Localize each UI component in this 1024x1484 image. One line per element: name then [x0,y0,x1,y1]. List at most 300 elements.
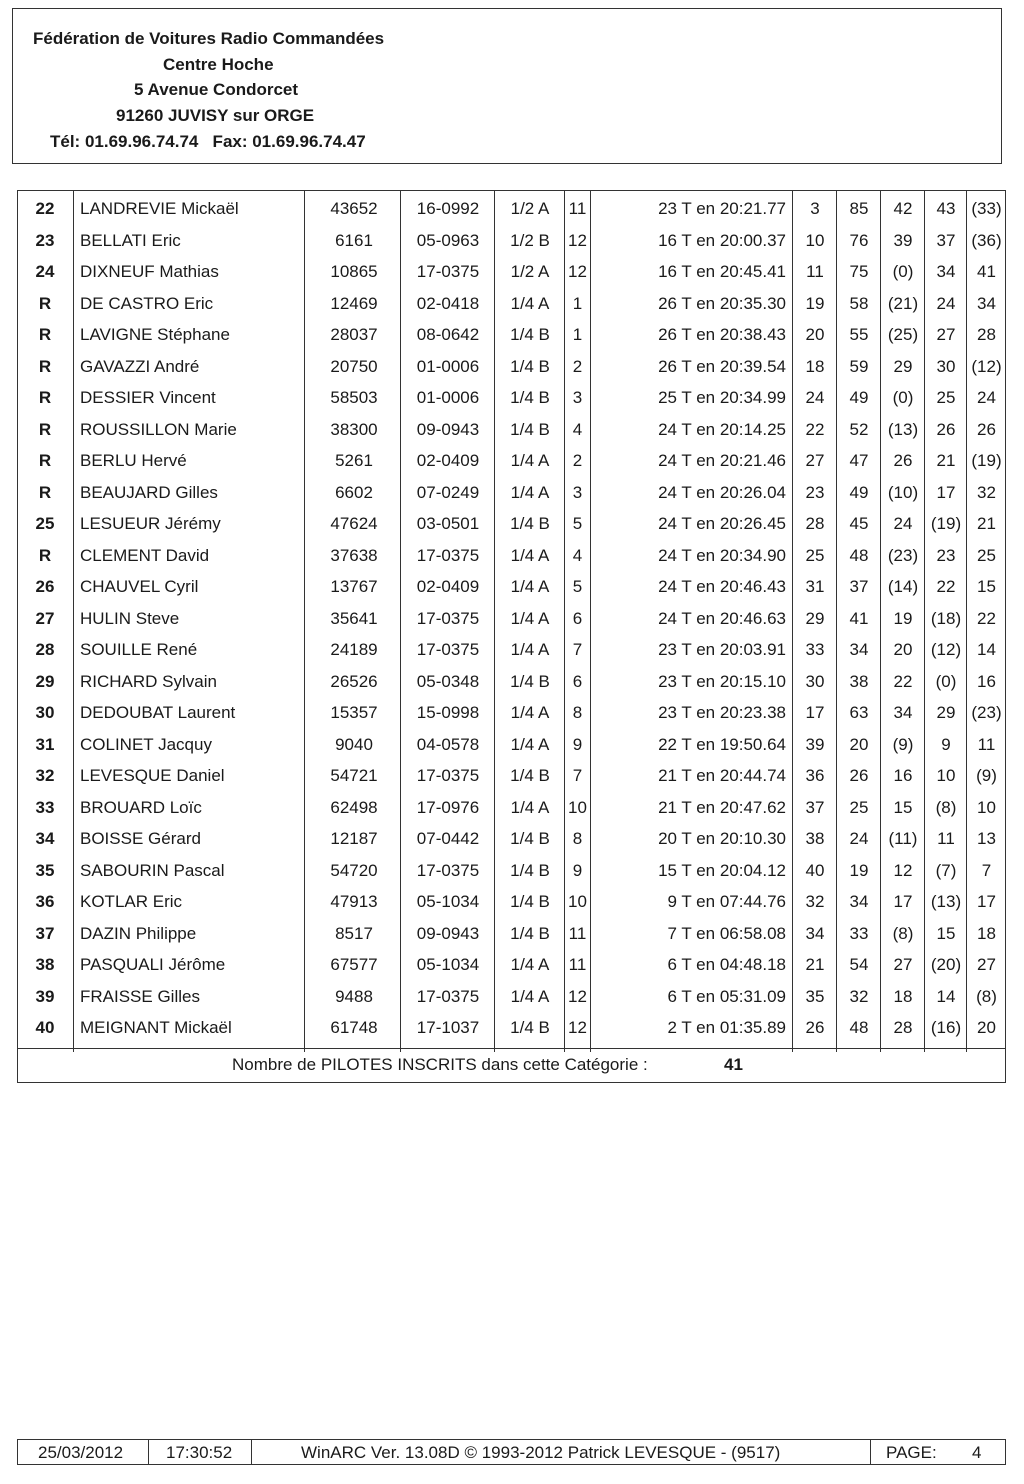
points-cell: 33 [849,923,869,943]
club-cell: 17-0976 [416,797,480,817]
qualif-3-cell: (9) [976,766,997,785]
rank-cell: R [38,545,52,565]
qualif-3-cell: 26 [977,419,996,439]
qualif-2-cell: (16) [930,1018,962,1037]
points-cell: 38 [805,829,825,848]
final-cell: 1/4 A [510,577,550,596]
driver-name-cell: DE CASTRO Eric [80,293,214,313]
license-cell: 35641 [330,608,378,628]
license-cell: 37638 [330,545,378,565]
qualif-3-cell: 24 [977,388,996,407]
table-row [18,917,1005,949]
driver-name-cell: COLINET Jacquy [80,734,212,754]
club-cell: 09-0943 [416,923,480,943]
points-cell: 29 [805,608,825,628]
points-cell: 23 [805,482,825,502]
points-cell: 38 [849,671,869,691]
qualif-1-cell: (9) [892,734,914,754]
qualif-2-cell: 34 [936,262,956,281]
table-row [18,224,1005,256]
final-position-cell: 12 [568,262,587,281]
qualif-3-cell: 32 [977,482,996,502]
footer-separator [148,1440,149,1464]
result-cell: 16 T en 20:45.41 [658,262,786,281]
driver-name-cell: BOISSE Gérard [80,829,201,848]
rank-cell: 40 [35,1018,55,1037]
club-cell: 17-0375 [416,262,480,281]
qualif-3-cell: 22 [977,608,996,628]
final-cell: 1/4 B [510,766,550,785]
club-cell: 01-0006 [416,388,480,407]
result-cell: 2 T en 01:35.89 [667,1018,786,1037]
final-cell: 1/4 A [510,986,550,1006]
points-cell: 3 [810,199,820,218]
driver-name-cell: LAVIGNE Stéphane [80,325,230,344]
final-cell: 1/4 A [510,293,550,313]
driver-name-cell: BROUARD Loïc [80,797,202,817]
qualif-2-cell: 17 [936,482,956,502]
table-row [18,759,1005,791]
final-position-cell: 12 [568,1018,587,1037]
qualif-2-cell: 26 [936,419,956,439]
qualif-3-cell: (8) [976,986,997,1006]
rank-cell: 23 [35,230,55,250]
license-cell: 6161 [335,230,373,250]
qualif-1-cell: 39 [893,230,913,250]
points-cell: 10 [805,230,825,250]
table-row [18,602,1005,634]
rank-cell: 26 [35,577,55,596]
points-cell: 20 [849,734,869,754]
table-row [18,476,1005,508]
final-position-cell: 8 [572,829,583,848]
final-cell: 1/4 B [510,1018,550,1037]
qualif-2-cell: 43 [936,199,956,218]
qualif-1-cell: (23) [887,545,919,565]
qualif-1-cell: 16 [893,766,913,785]
points-cell: 19 [805,293,825,313]
points-cell: 30 [805,671,825,691]
result-cell: 9 T en 07:44.76 [667,892,786,911]
club-cell: 03-0501 [416,514,480,533]
table-row [18,539,1005,571]
points-cell: 40 [805,860,825,880]
qualif-3-cell: 15 [977,577,996,596]
driver-name-cell: LEVESQUE Daniel [80,766,225,785]
club-cell: 08-0642 [416,325,480,344]
driver-name-cell: LESUEUR Jérémy [80,514,221,533]
rank-cell: 32 [35,766,55,785]
qualif-3-cell: (19) [971,451,1002,470]
driver-name-cell: DEDOUBAT Laurent [80,703,236,722]
final-position-cell: 2 [572,356,583,376]
qualif-1-cell: (13) [887,419,919,439]
qualif-3-cell: 11 [977,734,996,754]
driver-name-cell: BERLU Hervé [80,451,187,470]
final-cell: 1/4 A [510,608,550,628]
qualif-2-cell: (8) [935,797,957,817]
qualif-1-cell: (10) [887,482,919,502]
points-cell: 19 [849,860,869,880]
qualif-3-cell: (36) [971,230,1002,250]
final-position-cell: 4 [572,419,583,439]
points-cell: 52 [849,419,869,439]
page-footer [17,1439,1006,1465]
qualif-3-cell: 18 [977,923,996,943]
table-row [18,980,1005,1012]
license-cell: 15357 [330,703,378,722]
club-cell: 09-0943 [416,419,480,439]
final-position-cell: 12 [568,230,587,250]
footer-date: 25/03/2012 [38,1443,124,1462]
qualif-1-cell: (25) [887,325,919,344]
qualif-1-cell: 17 [893,892,913,911]
driver-name-cell: CLEMENT David [80,545,210,565]
license-cell: 54721 [330,766,378,785]
federation-header [12,8,1002,164]
license-cell: 47624 [330,514,378,533]
final-cell: 1/4 A [510,797,550,817]
qualif-2-cell: 22 [936,577,956,596]
result-cell: 26 T en 20:35.30 [658,293,786,313]
center-name: Centre Hoche [163,55,274,74]
points-cell: 36 [805,766,825,785]
license-cell: 26526 [330,671,378,691]
license-cell: 20750 [330,356,378,376]
driver-name-cell: FRAISSE Gilles [80,986,200,1006]
result-cell: 25 T en 20:34.99 [658,388,786,407]
final-cell: 1/4 A [510,734,550,754]
license-cell: 24189 [330,640,378,659]
qualif-2-cell: (7) [935,860,957,880]
license-cell: 5261 [335,451,373,470]
result-cell: 24 T en 20:34.90 [658,545,786,565]
result-cell: 16 T en 20:00.37 [658,230,786,250]
driver-name-cell: KOTLAR Eric [80,892,183,911]
result-cell: 23 T en 20:15.10 [658,671,786,691]
final-cell: 1/4 A [510,482,550,502]
result-cell: 6 T en 05:31.09 [667,986,786,1006]
final-cell: 1/4 B [510,325,550,344]
qualif-3-cell: 16 [977,671,996,691]
club-cell: 02-0409 [416,577,480,596]
qualif-2-cell: (13) [930,892,962,911]
rank-cell: 34 [35,829,55,848]
final-cell: 1/4 B [510,923,550,943]
final-cell: 1/4 A [510,451,550,470]
points-cell: 54 [849,955,869,974]
qualif-3-cell: 17 [977,892,996,911]
result-cell: 23 T en 20:23.38 [658,703,786,722]
table-row [18,413,1005,445]
final-cell: 1/4 B [510,860,550,880]
result-cell: 24 T en 20:46.43 [658,577,786,596]
footer-page-number: 4 [972,1443,982,1462]
qualif-2-cell: (20) [930,955,962,974]
qualif-1-cell: 42 [893,199,913,218]
qualif-3-cell: 20 [977,1018,996,1037]
table-row [18,255,1005,287]
points-cell: 35 [805,986,825,1006]
qualif-1-cell: 24 [893,514,913,533]
table-row [18,633,1005,665]
club-cell: 05-1034 [416,892,480,911]
footer-page-label: PAGE: [886,1443,937,1462]
points-cell: 20 [805,325,825,344]
final-position-cell: 7 [572,766,583,785]
summary-label: Nombre de PILOTES INSCRITS dans cette Catégorie : [232,1055,648,1074]
result-cell: 24 T en 20:21.46 [658,451,786,470]
city-address: 91260 JUVISY sur ORGE [116,106,315,125]
table-row [18,318,1005,350]
final-position-cell: 3 [572,388,583,407]
table-row [18,507,1005,539]
points-cell: 25 [805,545,825,565]
final-position-cell: 5 [572,514,583,533]
points-cell: 21 [805,955,825,974]
qualif-1-cell: 28 [893,1018,913,1037]
result-cell: 24 T en 20:26.04 [658,482,786,502]
rank-cell: 22 [35,199,55,218]
final-cell: 1/2 A [510,199,550,218]
final-position-cell: 5 [572,577,583,596]
qualif-3-cell: 27 [977,955,996,974]
points-cell: 27 [805,451,825,470]
final-cell: 1/4 B [510,892,550,911]
points-cell: 85 [849,199,869,218]
qualif-3-cell: 21 [977,514,996,533]
driver-name-cell: BELLATI Eric [80,230,181,250]
rank-cell: R [38,451,52,470]
driver-name-cell: PASQUALI Jérôme [80,955,226,974]
table-row [18,381,1005,413]
qualif-1-cell: 19 [893,608,913,628]
driver-name-cell: LANDREVIE Mickaël [80,199,239,218]
club-cell: 04-0578 [416,734,480,754]
qualif-2-cell: 15 [936,923,956,943]
club-cell: 17-0375 [416,986,480,1006]
points-cell: 47 [849,451,869,470]
qualif-3-cell: (12) [971,356,1002,376]
points-cell: 58 [849,293,869,313]
points-cell: 49 [849,482,869,502]
qualif-3-cell: 41 [977,262,996,281]
license-cell: 6602 [335,482,373,502]
final-cell: 1/4 B [510,514,550,533]
points-cell: 34 [849,640,869,659]
final-cell: 1/4 A [510,703,550,722]
license-cell: 67577 [330,955,378,974]
license-cell: 61748 [330,1018,378,1037]
points-cell: 32 [805,892,825,911]
qualif-1-cell: (0) [892,262,914,281]
table-row [18,822,1005,854]
qualif-2-cell: (0) [935,671,957,691]
result-cell: 20 T en 20:10.30 [658,829,786,848]
result-cell: 24 T en 20:14.25 [658,419,786,439]
points-cell: 11 [806,262,824,281]
qualif-1-cell: 27 [893,955,913,974]
rank-cell: R [38,388,52,407]
table-row [18,885,1005,917]
qualif-3-cell: 28 [977,325,996,344]
driver-name-cell: ROUSSILLON Marie [80,419,237,439]
license-cell: 47913 [330,892,378,911]
final-cell: 1/4 B [510,829,550,848]
result-cell: 26 T en 20:38.43 [658,325,786,344]
qualif-3-cell: 34 [977,293,996,313]
license-cell: 12469 [330,293,378,313]
points-cell: 24 [849,829,869,848]
final-cell: 1/4 B [510,356,550,376]
points-cell: 37 [849,577,869,596]
final-cell: 1/4 A [510,640,550,659]
rank-cell: 38 [35,955,55,974]
result-cell: 26 T en 20:39.54 [658,356,786,376]
final-position-cell: 7 [572,640,583,659]
license-cell: 10865 [330,262,378,281]
club-cell: 02-0409 [416,451,480,470]
qualif-2-cell: 29 [936,703,956,722]
rank-cell: 27 [35,608,55,628]
points-cell: 45 [849,514,869,533]
qualif-3-cell: 13 [977,829,996,848]
club-cell: 16-0992 [416,199,480,218]
footer-separator [870,1440,871,1464]
club-cell: 17-0375 [416,608,480,628]
points-cell: 76 [849,230,869,250]
club-cell: 17-0375 [416,640,480,659]
qualif-1-cell: (11) [888,829,918,848]
club-cell: 17-0375 [416,545,480,565]
club-cell: 07-0249 [416,482,480,502]
points-cell: 17 [805,703,825,722]
final-position-cell: 10 [568,892,587,911]
license-cell: 13767 [330,577,378,596]
club-cell: 05-0348 [416,671,480,691]
final-position-cell: 4 [572,545,583,565]
qualif-2-cell: 14 [936,986,956,1006]
table-row [18,696,1005,728]
driver-name-cell: RICHARD Sylvain [80,671,217,691]
final-position-cell: 11 [568,199,587,218]
driver-name-cell: CHAUVEL Cyril [80,577,199,596]
result-cell: 22 T en 19:50.64 [658,734,786,754]
rank-cell: 39 [35,986,55,1006]
points-cell: 34 [805,923,825,943]
points-cell: 24 [805,388,825,407]
driver-name-cell: SOUILLE René [80,640,198,659]
driver-name-cell: DAZIN Philippe [80,923,197,943]
license-cell: 8517 [335,923,373,943]
qualif-2-cell: 10 [936,766,956,785]
result-cell: 6 T en 04:48.18 [667,955,786,974]
table-row [18,287,1005,319]
result-cell: 21 T en 20:47.62 [658,797,786,817]
rank-cell: 31 [35,734,55,754]
final-position-cell: 6 [572,671,583,691]
license-cell: 28037 [330,325,378,344]
result-cell: 23 T en 20:03.91 [658,640,786,659]
final-cell: 1/4 B [510,419,550,439]
driver-name-cell: DESSIER Vincent [80,388,216,407]
points-cell: 75 [849,262,869,281]
table-row [18,665,1005,697]
final-position-cell: 12 [568,986,587,1006]
final-cell: 1/4 A [510,545,550,565]
points-cell: 55 [849,325,869,344]
qualif-2-cell: (12) [930,640,962,659]
points-cell: 31 [805,577,825,596]
qualif-1-cell: (21) [887,293,919,313]
footer-software: WinARC Ver. 13.08D © 1993-2012 Patrick LEVESQUE - (9517) [301,1443,781,1462]
rank-cell: 28 [35,640,55,659]
driver-name-cell: DIXNEUF Mathias [80,262,219,281]
rank-cell: R [38,419,52,439]
rank-cell: R [38,293,52,313]
club-cell: 15-0998 [416,703,480,722]
final-cell: 1/4 B [510,671,550,691]
club-cell: 07-0442 [416,829,480,848]
points-cell: 18 [805,356,825,376]
points-cell: 25 [849,797,869,817]
points-cell: 39 [805,734,825,754]
qualif-1-cell: 22 [893,671,913,691]
qualif-2-cell: 37 [936,230,956,250]
table-row [18,791,1005,823]
qualif-1-cell: 20 [893,640,913,659]
qualif-2-cell: 25 [936,388,956,407]
license-cell: 54720 [330,860,378,880]
table-row [18,192,1005,224]
qualif-3-cell: 25 [977,545,996,565]
rank-cell: 33 [35,797,55,817]
table-row [18,350,1005,382]
points-cell: 26 [849,766,869,785]
table-row [18,444,1005,476]
qualif-2-cell: 23 [936,545,956,565]
result-cell: 7 T en 06:58.08 [667,923,786,943]
license-cell: 9040 [335,734,373,754]
points-cell: 22 [805,419,825,439]
phone-fax: Tél: 01.69.96.74.74 Fax: 01.69.96.74.47 [50,132,366,151]
qualif-3-cell: (33) [971,199,1002,218]
final-position-cell: 1 [572,325,583,344]
street-address: 5 Avenue Condorcet [134,80,299,99]
footer-time: 17:30:52 [166,1443,233,1462]
final-cell: 1/2 B [510,230,550,250]
club-cell: 05-0963 [416,230,480,250]
qualif-3-cell: 7 [981,860,992,880]
result-cell: 24 T en 20:46.63 [658,608,786,628]
points-cell: 48 [849,1018,869,1037]
final-position-cell: 1 [572,293,583,313]
final-position-cell: 6 [572,608,583,628]
driver-name-cell: HULIN Steve [80,608,180,628]
qualif-2-cell: (19) [930,514,962,533]
qualif-1-cell: 34 [893,703,913,722]
license-cell: 12187 [330,829,378,848]
rank-cell: R [38,356,52,376]
rank-cell: 29 [35,671,55,691]
final-cell: 1/4 B [510,388,550,407]
qualif-1-cell: (14) [887,577,919,596]
points-cell: 33 [805,640,825,659]
driver-name-cell: SABOURIN Pascal [80,860,225,880]
rank-cell: 24 [35,262,55,281]
rank-cell: 25 [35,514,55,533]
table-row [18,570,1005,602]
